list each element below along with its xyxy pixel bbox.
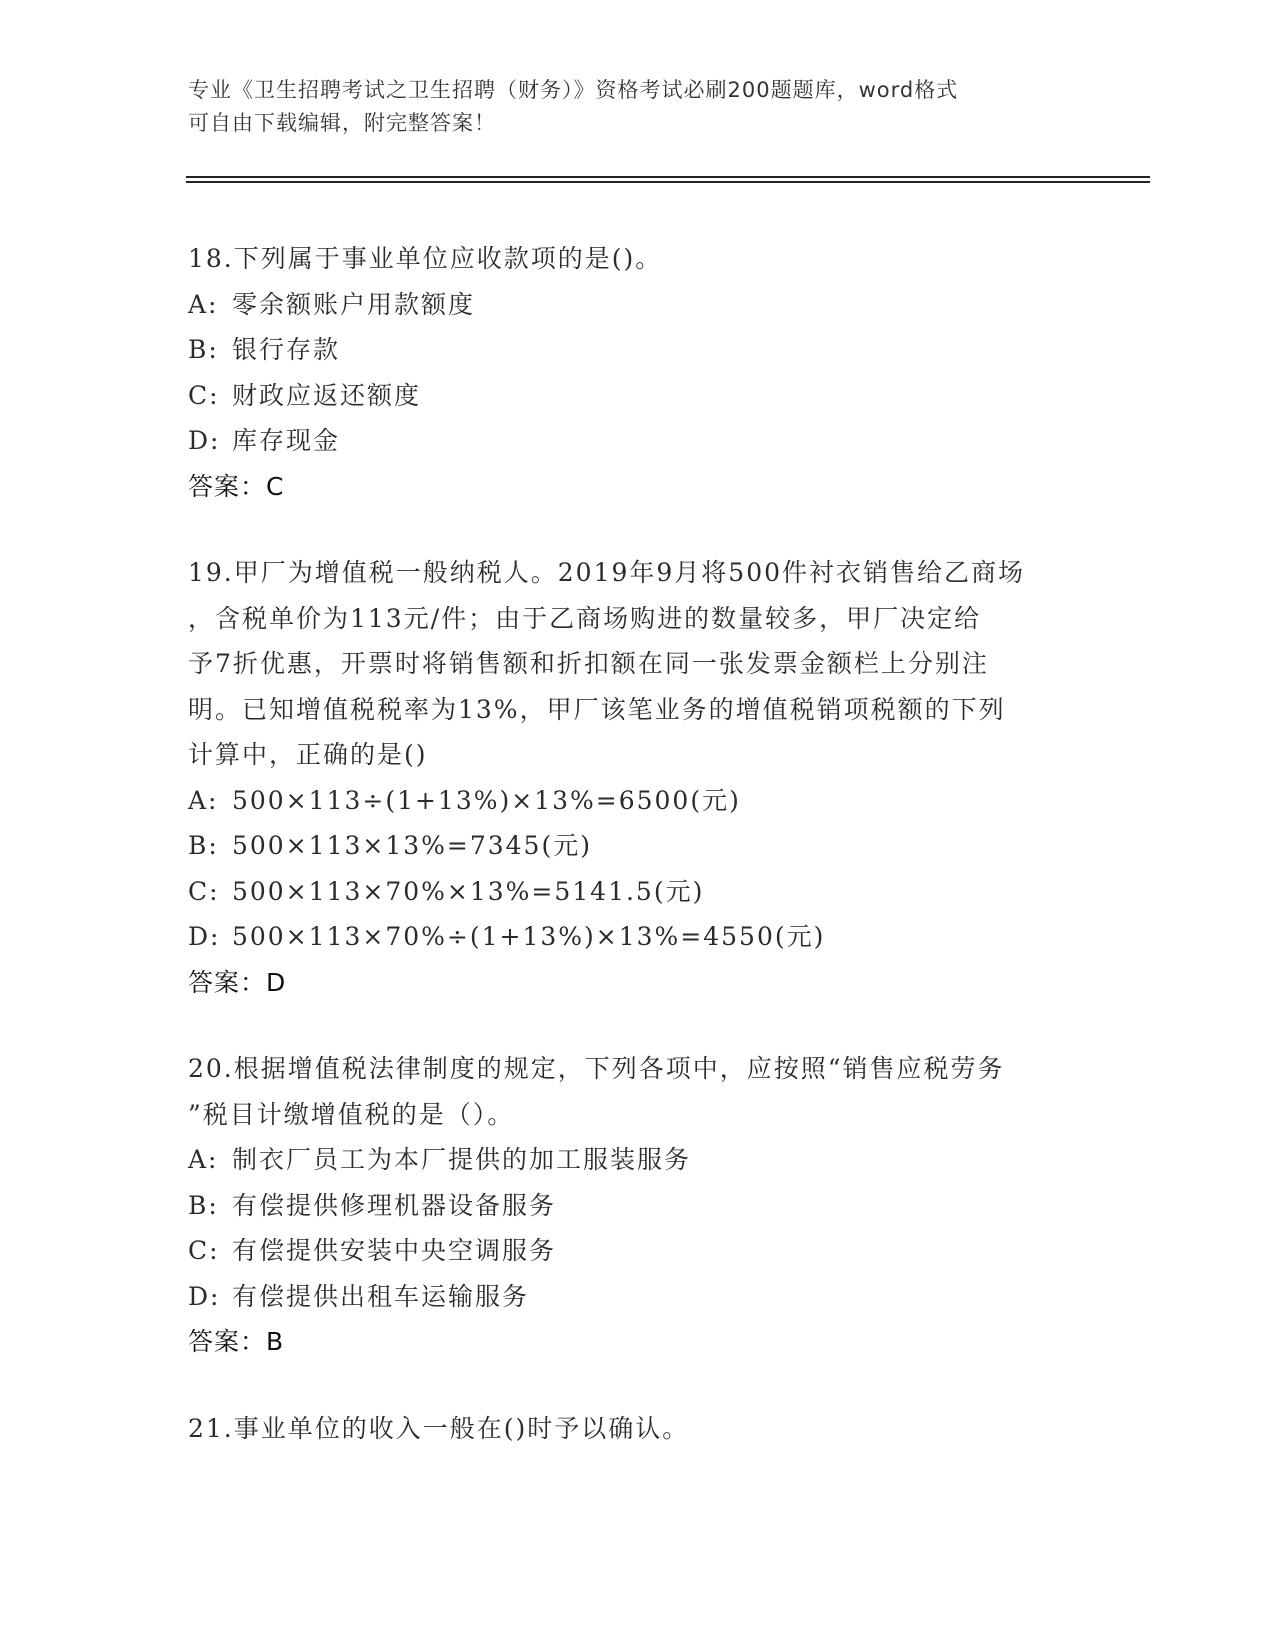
option-text: 制衣厂员工为本厂提供的加工服装服务 <box>232 1145 692 1174</box>
option-letter: A: <box>188 289 219 319</box>
question-21 <box>188 1406 1088 1452</box>
option-letter: A: <box>188 1145 219 1174</box>
option-letter: B: <box>188 335 219 364</box>
option-d <box>188 914 1088 960</box>
option-text: 500×113×70%×13%=5141.5(元) <box>232 876 705 906</box>
option-text: 有偿提供修理机器设备服务 <box>232 1190 557 1220</box>
question-stem-line-5: 计算中，正确的是() <box>188 740 428 769</box>
question-stem-line-1: 19.甲厂为增值税一般纳税人。2019年9月将500件衬衣销售给乙商场 <box>188 558 1026 587</box>
question-20 <box>188 1046 1088 1365</box>
option-d <box>188 418 1088 464</box>
page-header <box>188 74 1088 140</box>
question-stem-line-3: 予7折优惠，开票时将销售额和折扣额在同一张发票金额栏上分别注 <box>188 649 989 678</box>
option-text: 零余额账户用款额度 <box>232 289 476 319</box>
option-c <box>188 1228 1088 1274</box>
question-stem-line-4: 明。已知增值税税率为13%，甲厂该笔业务的增值税销项税额的下列 <box>188 694 1006 724</box>
question-stem-line-2: ”税目计缴增值税的是（）。 <box>188 1099 515 1129</box>
header-divider-top <box>186 176 1150 178</box>
option-a <box>188 282 1088 328</box>
option-b <box>188 823 1088 869</box>
question-stem-line-2: ，含税单价为113元/件；由于乙商场购进的数量较多，甲厂决定给 <box>188 603 982 633</box>
option-letter: D: <box>188 1281 221 1311</box>
option-a <box>188 1137 1088 1183</box>
question-18 <box>188 236 1088 509</box>
answer-line: 答案：B <box>188 1327 285 1356</box>
option-letter: D: <box>188 426 221 455</box>
option-text: 500×113×13%=7345(元) <box>232 831 592 860</box>
option-letter: C: <box>188 380 220 410</box>
answer-line: 答案：D <box>188 967 287 997</box>
answer-line: 答案：C <box>188 471 285 501</box>
option-d <box>188 1274 1088 1320</box>
option-text: 500×113÷(1+13%)×13%=6500(元) <box>232 785 741 815</box>
option-text: 500×113×70%÷(1+13%)×13%=4550(元) <box>232 922 826 951</box>
option-letter: C: <box>188 1236 220 1265</box>
question-stem-line-1: 20.根据增值税法律制度的规定，下列各项中，应按照“销售应税劳务 <box>188 1054 1005 1083</box>
option-c <box>188 869 1088 915</box>
option-b <box>188 327 1088 373</box>
option-b <box>188 1183 1088 1229</box>
option-letter: B: <box>188 831 219 860</box>
header-line-1: 专业《卫生招聘考试之卫生招聘（财务）》资格考试必刷200题题库，word格式 <box>188 78 959 102</box>
header-divider-bottom <box>186 181 1150 183</box>
option-c <box>188 373 1088 419</box>
option-text: 有偿提供安装中央空调服务 <box>232 1236 557 1265</box>
option-text: 库存现金 <box>232 426 341 455</box>
option-letter: D: <box>188 922 221 951</box>
option-a <box>188 778 1088 824</box>
question-19 <box>188 550 1088 1005</box>
option-text: 银行存款 <box>232 335 341 364</box>
question-list <box>188 236 1088 1492</box>
question-stem: 21.事业单位的收入一般在()时予以确认。 <box>188 1413 690 1443</box>
header-line-2: 可自由下载编辑，附完整答案！ <box>188 111 496 135</box>
option-letter: B: <box>188 1190 219 1220</box>
option-letter: A: <box>188 785 219 815</box>
option-letter: C: <box>188 876 220 906</box>
option-text: 有偿提供出租车运输服务 <box>232 1281 530 1311</box>
question-stem: 18.下列属于事业单位应收款项的是()。 <box>188 244 663 273</box>
option-text: 财政应返还额度 <box>232 380 422 410</box>
